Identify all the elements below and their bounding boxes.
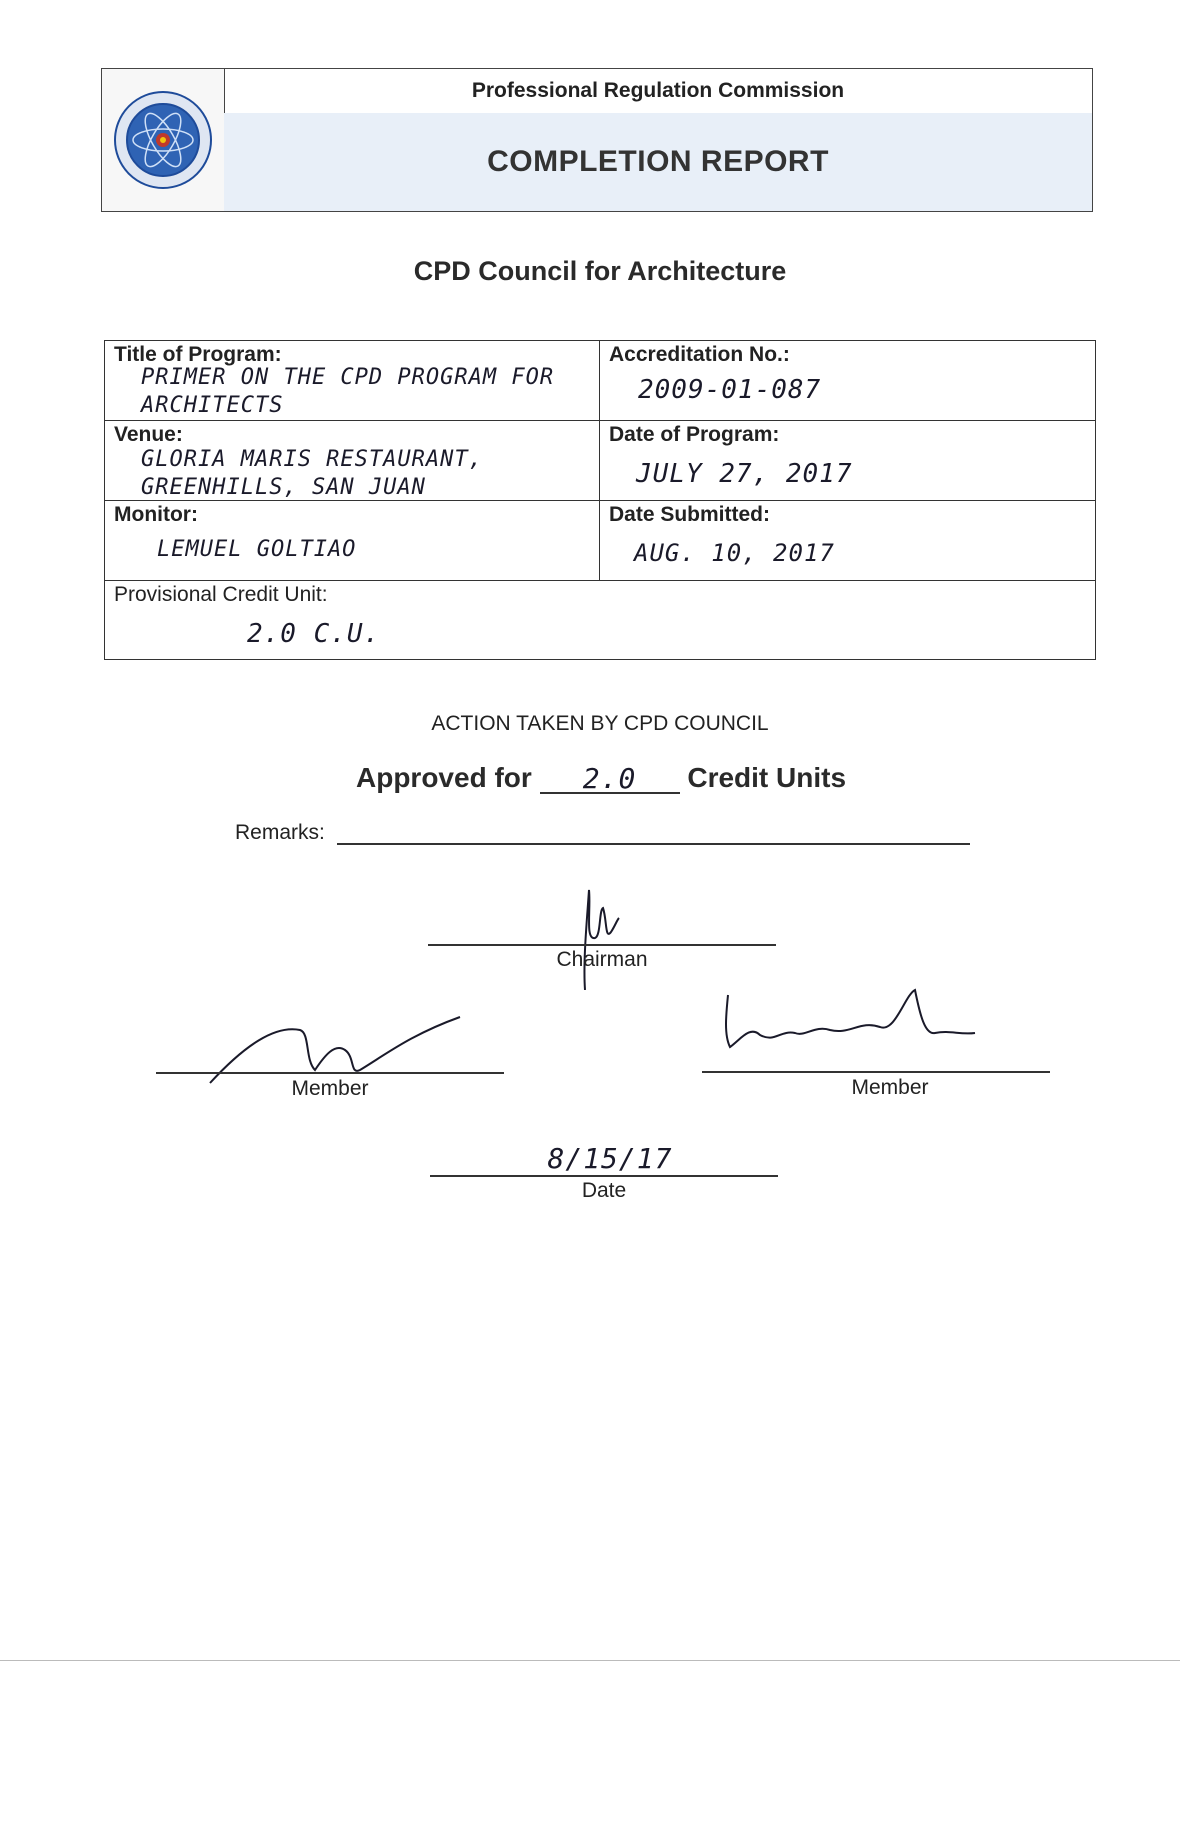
member-left-signature-icon [205, 1015, 465, 1085]
venue-cell [105, 421, 600, 501]
member-left-signature-line [156, 1072, 504, 1074]
monitor-value: LEMUEL GOLTIAO [157, 537, 357, 562]
member-right-label: Member [851, 1076, 929, 1099]
date-program-cell [600, 421, 1095, 501]
member-right-signature-icon [720, 985, 980, 1055]
title-label: Title of Program: [114, 343, 282, 366]
credit-label: Provisional Credit Unit: [114, 583, 328, 606]
page-bottom-rule [0, 1660, 1180, 1661]
date-program-label: Date of Program: [609, 423, 780, 446]
title-cell [105, 341, 600, 421]
remarks-label: Remarks: [235, 821, 325, 844]
accreditation-cell [600, 341, 1095, 421]
title-value-line1: PRIMER ON THE CPD PROGRAM FOR [141, 365, 555, 390]
date-label: Date [581, 1179, 627, 1202]
chairman-signature-icon [555, 880, 645, 990]
monitor-label: Monitor: [114, 503, 198, 526]
member-left-label: Member [291, 1077, 369, 1100]
approved-line [356, 762, 846, 794]
action-heading: ACTION TAKEN BY CPD COUNCIL [431, 712, 769, 735]
prc-seal-icon [102, 69, 224, 211]
date-program-value: JULY 27, 2017 [636, 459, 853, 489]
venue-label: Venue: [114, 423, 183, 446]
header-box [101, 68, 1093, 212]
credit-cell [105, 581, 1095, 659]
monitor-cell [105, 501, 600, 581]
title-value-line2: ARCHITECTS [141, 393, 284, 418]
approved-prefix: Approved for [356, 762, 532, 793]
date-submitted-label: Date Submitted: [609, 503, 771, 526]
date-submitted-value: AUG. 10, 2017 [634, 539, 835, 567]
accreditation-label: Accreditation No.: [609, 343, 790, 366]
accreditation-value: 2009-01-087 [638, 375, 822, 405]
credit-value: 2.0 C.U. [247, 619, 381, 649]
approved-suffix: Credit Units [687, 762, 847, 793]
date-signature-line [430, 1175, 778, 1177]
chairman-signature-line [428, 944, 776, 946]
date-submitted-cell [600, 501, 1095, 581]
member-right-signature-line [702, 1071, 1050, 1073]
approved-value: 2.0 [540, 762, 680, 794]
report-title: COMPLETION REPORT [224, 113, 1092, 211]
logo-cell [102, 69, 225, 211]
council-heading: CPD Council for Architecture [413, 256, 787, 286]
remarks-field-line [337, 843, 970, 845]
date-value: 8/15/17 [547, 1142, 673, 1175]
organization-name: Professional Regulation Commission [224, 69, 1092, 114]
venue-value-line1: GLORIA MARIS RESTAURANT, [141, 447, 483, 472]
program-details-table [104, 340, 1096, 660]
chairman-label: Chairman [556, 948, 648, 971]
venue-value-line2: GREENHILLS, SAN JUAN [141, 475, 426, 500]
